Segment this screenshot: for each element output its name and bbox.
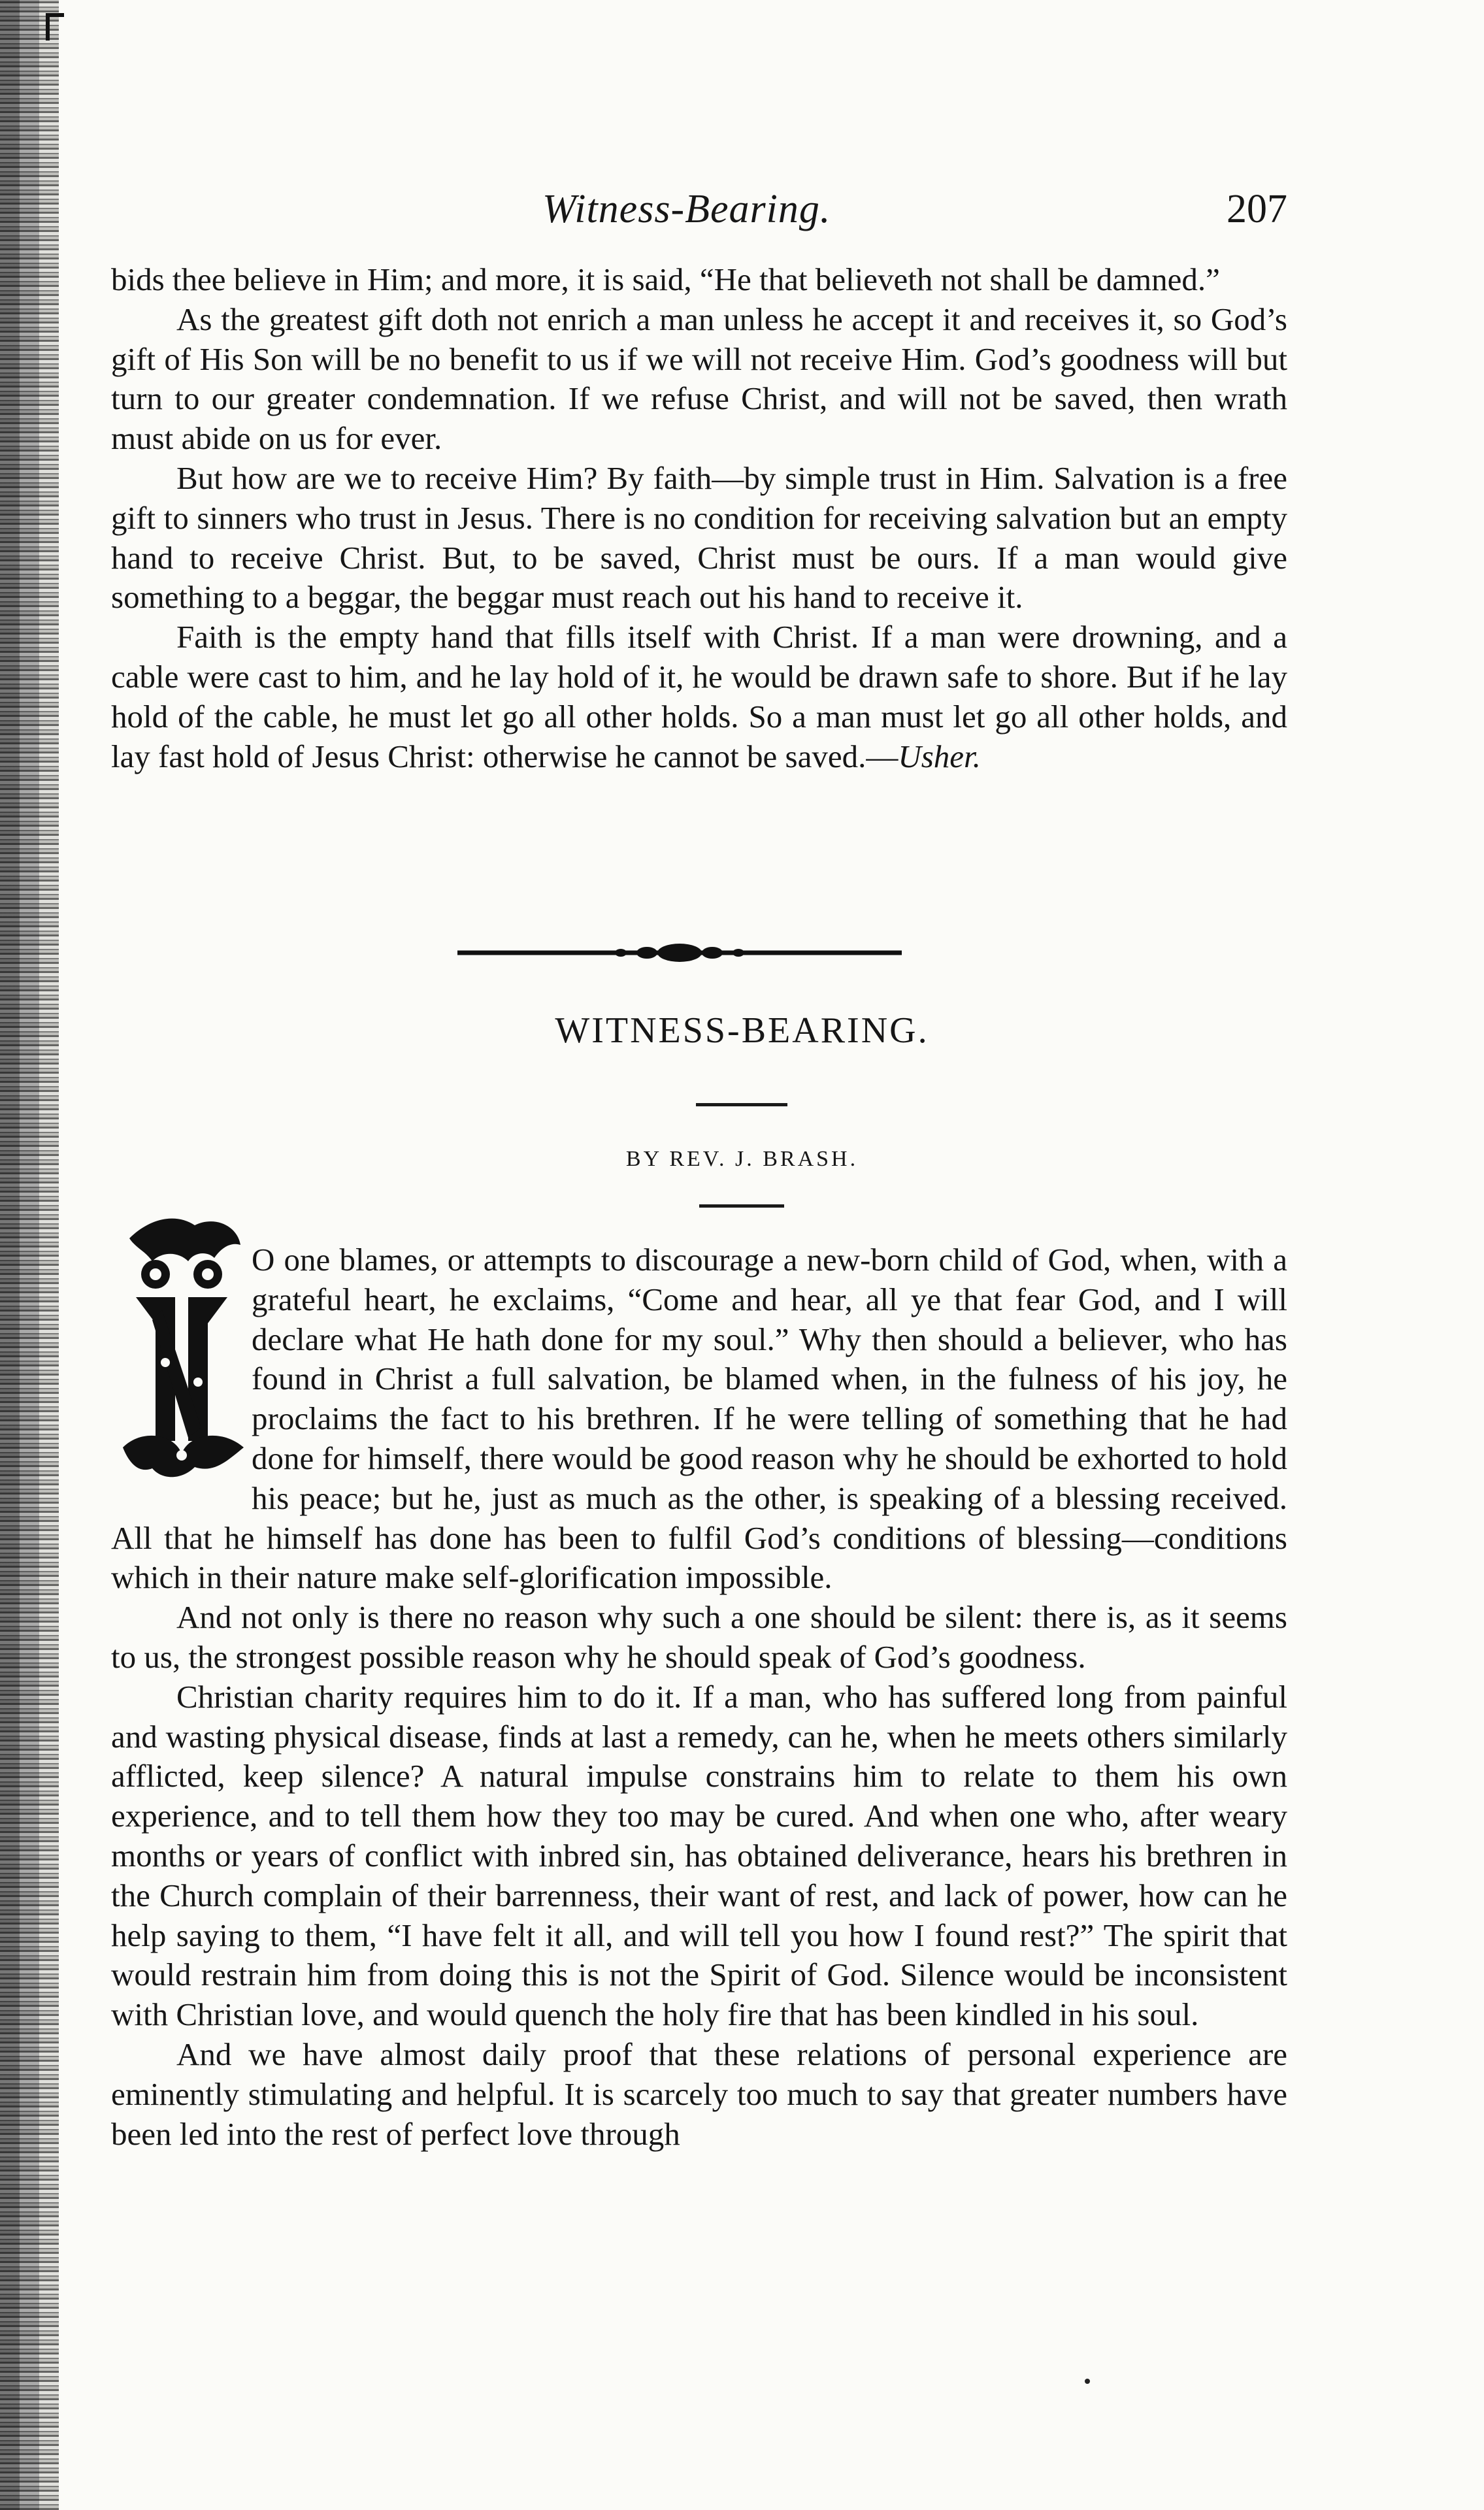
opening-paragraph: O one blames, or attempts to discourage a new-born child of God, when, with a grateful heart, he exclaims, “Come and hear, all ye that fear God, and I will declare what He hath done for my soul.” Why then should a believer, who has found in Christ a full salvation, be blamed when, in the fulness of his joy, he proclaims the fact to his brethren. If he were telling of something that he had done for himself, there would be good reason why he should be exhorted to hold his peace; but he, just as much as the other, is speaking of a blessing received. All that he himself has done has been to fulfil God’s conditions of blessing—conditions which in their nature make self-glorification impossible. [111,1242,1287,1596]
binding-mark [46,13,64,41]
ornamental-divider [457,941,902,965]
binding-edge [0,0,59,2510]
page-number: 207 [1227,187,1287,231]
byline: BY REV. J. BRASH. [625,1147,859,1171]
paragraph: bids thee believe in Him; and more, it is said, “He that believeth not shall be damned.” [111,261,1220,297]
paragraph: As the greatest gift doth not enrich a man unless he accept it and receives it, so God’s gift of His Son will be no benefit to us if we will not receive Him. God’s goodness will but turn to our greater condemnation. If we refuse Christ, and will not be saved, then wrath must abide on us for ever. [111,301,1287,457]
paragraph [111,618,1287,776]
paragraph: But how are we to receive Him? By faith—by simple trust in Him. Salvation is a free gift to sinners who trust in Jesus. There is no condition for receiving salvation but an empty hand to receive Christ. But, to be saved, Christ must be ours. If a man would give something to a beggar, the beggar must reach out his hand to receive it. [111,459,1287,616]
title-rule [696,1103,787,1106]
ink-speck [1085,2379,1090,2384]
dropcap-space [111,1240,252,1492]
article-title: WITNESS-BEARING. [555,1010,929,1051]
paragraph-text: Faith is the empty hand that fills itself with Christ. If a man were drowning, and a cable were cast to him, and he lay hold of it, he would be drawn safe to shore. But if he lay hold of the cable, he must let go all other holds. So a man must let go all other holds, and lay fast hold of Jesus Christ: otherwise he cannot be saved.— [111,619,1287,774]
paragraph: Christian charity requires him to do it. If a man, who has suffered long from painful and wasting physical disease, finds at last a remedy, can he, when he meets others similarly afflicted, keep silence? A natural impulse constrains him to relate to them his own experience, and to tell them how they too may be cured. And when one who, after weary months or years of conflict with inbred sin, has obtained deliverance, hears his brethren in the Church complain of their barrenness, their want of rest, and lack of power, how can he help saying to them, “I have felt it all, and will tell you how I found rest?” The spirit that would restrain him from doing this is not the Spirit of God. Silence would be inconsistent with Christian love, and would quench the holy fire that has been kindled in his soul. [111,1678,1287,2033]
attribution: Usher. [898,738,981,774]
byline-rule [699,1204,784,1208]
paragraph: And we have almost daily proof that these relations of personal experience are eminently stimulating and helpful. It is scarcely too much to say that greater numbers have been led into the rest of perfect love through [111,2036,1287,2152]
previous-article-ending [111,260,1287,776]
running-title: Witness-Bearing. [542,187,831,231]
article-body [111,1240,1287,2154]
page-header [111,186,1287,239]
paragraph: And not only is there no reason why such a one should be silent: there is, as it seems to us, the strongest possible reason why he should speak of God’s goodness. [111,1599,1287,1675]
